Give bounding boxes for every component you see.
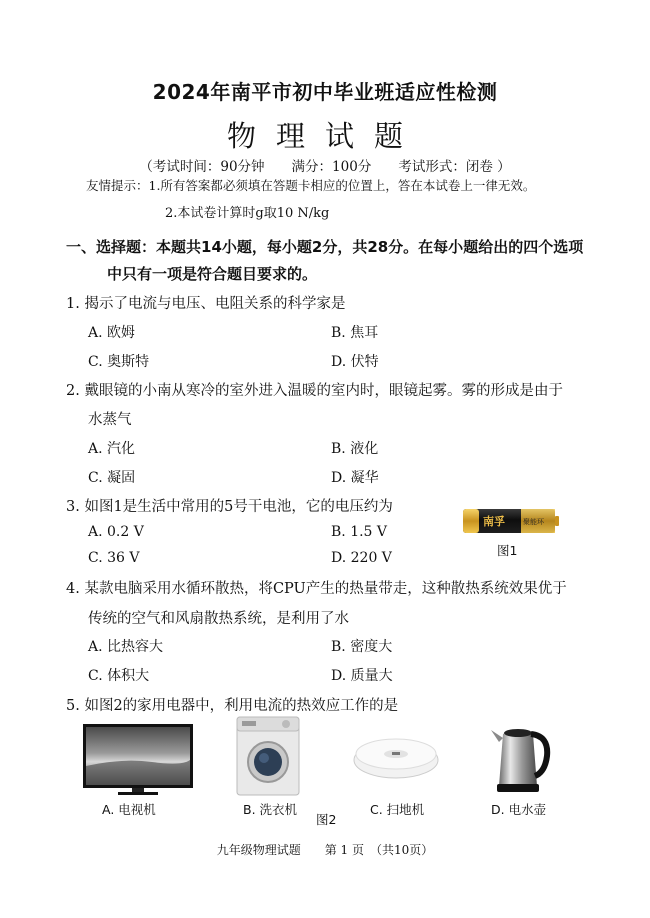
question-5-option-d: D. 电水壶 [491,802,547,817]
page-footer: 九年级物理试题 第 1 页 （共10页） [216,843,434,857]
robot-vacuum-image [352,732,440,782]
question-5-stem: 5. 如图2的家用电器中，利用电流的热效应工作的是 [66,698,399,714]
subject-title: 物理试题 [226,119,423,153]
question-2-option-d: D. 凝华 [331,470,379,486]
question-5-option-c: C. 扫地机 [370,802,425,817]
electric-kettle-image [487,716,553,796]
question-1-option-a: A. 欧姆 [88,325,136,341]
question-4-option-d: D. 质量大 [331,668,393,684]
exam-title: 2024年南平市初中毕业班适应性检测 [152,80,498,104]
battery-brand-sub: 聚能环 [523,518,544,526]
section-heading: 一、选择题：本题共14小题，每小题2分，共28分。在每小题给出的四个选项 [66,238,584,256]
question-2-stem-cont: 水蒸气 [88,412,132,428]
tip-line-2: 2.本试卷计算时g取10 N/kg [165,206,330,221]
question-3-option-b: B. 1.5 V [331,524,388,540]
question-2-option-c: C. 凝固 [88,470,136,486]
question-1-option-d: D. 伏特 [331,354,379,370]
battery-image [461,505,561,537]
question-4-option-c: C. 体积大 [88,668,150,684]
question-2-option-a: A. 汽化 [88,441,136,457]
washing-machine-image [236,716,300,796]
question-4-stem: 4. 某款电脑采用水循环散热，将CPU产生的热量带走，这种散热系统效果优于 [66,581,567,597]
question-3-option-d: D. 220 V [331,550,392,566]
question-1-stem: 1. 揭示了电流与电压、电阻关系的科学家是 [66,296,346,312]
figure-1-caption: 图1 [497,543,518,558]
figure-2-caption: 图2 [316,812,337,827]
question-3-option-a: A. 0.2 V [88,524,144,540]
exam-info: （考试时间：90分钟 满分：100分 考试形式：闭卷 ） [139,159,511,175]
tv-image [82,722,194,796]
question-1-option-b: B. 焦耳 [331,325,379,341]
question-3-stem: 3. 如图1是生活中常用的5号干电池，它的电压约为 [66,499,393,515]
question-4-option-b: B. 密度大 [331,639,393,655]
question-2-stem: 2. 戴眼镜的小南从寒冷的室外进入温暖的室内时，眼镜起雾。雾的形成是由于 [66,383,563,399]
question-1-option-c: C. 奥斯特 [88,354,150,370]
section-heading-cont: 中只有一项是符合题目要求的。 [107,265,318,283]
battery-brand-text: 南孚 [483,515,505,528]
question-5-option-a: A. 电视机 [102,802,156,817]
question-4-option-a: A. 比热容大 [88,639,164,655]
question-3-option-c: C. 36 V [88,550,140,566]
question-2-option-b: B. 液化 [331,441,379,457]
tip-line-1: 友情提示：1.所有答案都必须填在答题卡相应的位置上，答在本试卷上一律无效。 [86,178,536,193]
question-5-option-b: B. 洗衣机 [243,802,298,817]
question-4-stem-cont: 传统的空气和风扇散热系统，是利用了水 [88,611,349,627]
